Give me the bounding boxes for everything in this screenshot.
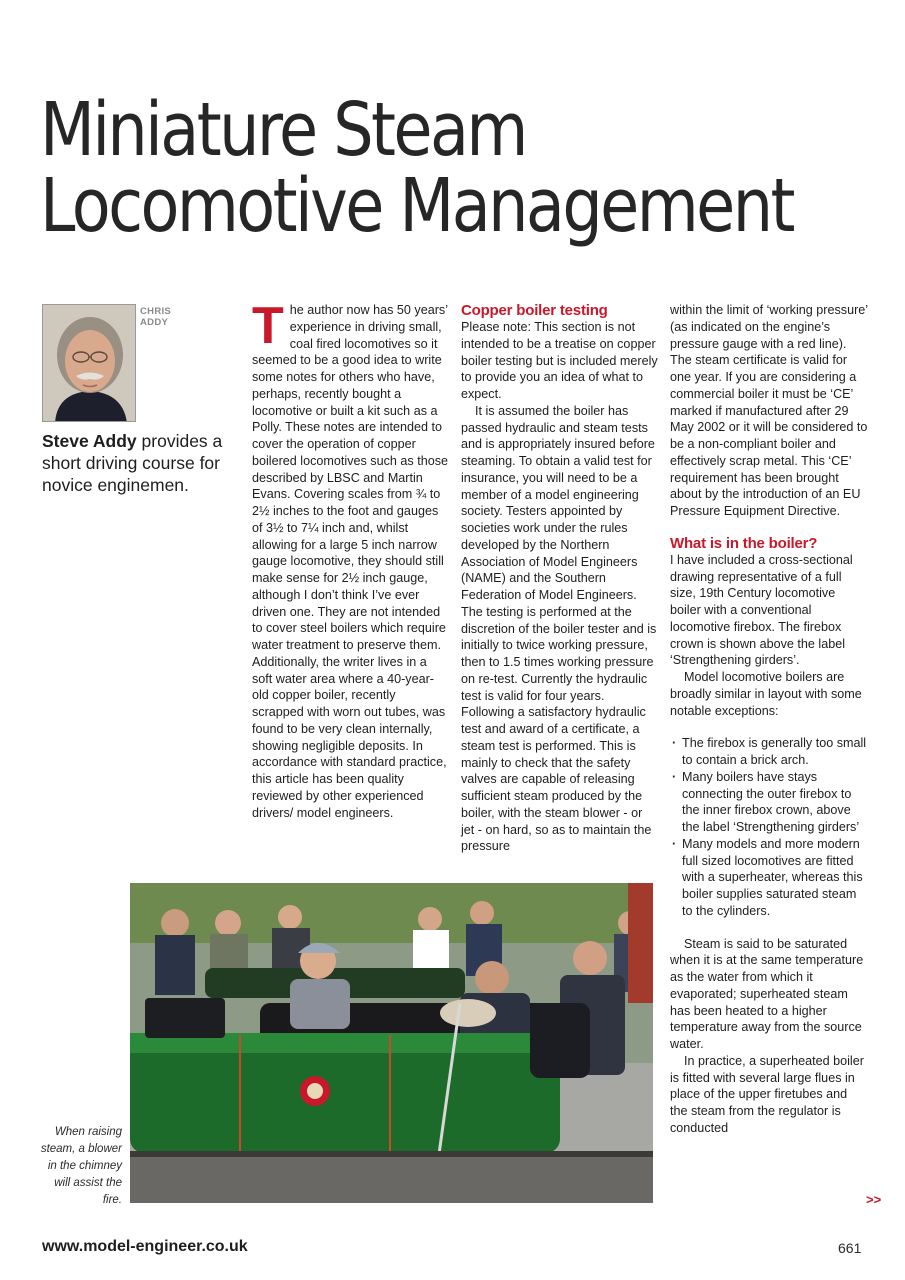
paragraph: In practice, a superheated boiler is fitted with several large flues in place of the upper firetubes and the steam from the regulator is conducted [670, 1053, 864, 1135]
paragraph: I have included a cross-sectional drawing representative of a full size, 19th Century locomotive boiler with a conventional locomotive firebox. The firebox crown is shown above the label ‘Strengthening girders’. [670, 552, 853, 668]
strap-text: provides a short driving course for novice enginemen. [42, 431, 223, 495]
paragraph: within the limit of ‘working pressure’ (as indicated on the engine’s pressure gauge with a red line). The steam certificate is valid for one year. If you are considering a commercial boiler it must be ‘CE’ marked if manufactured after 29 May 2002 or it will be considered to be a non-compliant boiler and effectively scrap metal. This ‘CE’ requirement has been brought about by the introduction of an EU Pressure Equipment Directive. [670, 303, 868, 518]
photo-credit [140, 306, 200, 328]
section-heading-boiler-contents: What is in the boiler? [670, 534, 818, 552]
paragraph: Steam is said to be saturated when it is at the same temperature as the water from which it evaporated; superheated steam has been heated to a higher temperature away from the source water. [670, 936, 864, 1051]
column-3 [670, 302, 868, 1137]
article-title [40, 87, 793, 249]
author-last-name: ADDY [140, 317, 169, 328]
column-2 [461, 302, 659, 855]
title-line-1: Miniature Steam [40, 87, 526, 173]
exceptions-list [670, 735, 868, 919]
footer-url[interactable]: www.model-engineer.co.uk [42, 1238, 248, 1255]
section-heading-copper-boiler: Copper boiler testing [461, 302, 608, 319]
paragraph: Please note: This section is not intended to be a treatise on copper boiler testing but is included merely to provide you an idea of what to expect. [461, 320, 658, 401]
intro-paragraph: he author now has 50 years’ experience in driving small, coal fired locomotives so it seemed to be a good idea to write some notes for others who have, perhaps, recently bought a locomotive or built a kit such as a Polly. These notes are intended to cover the operation of copper boilered locomotives such as those described by LBSC and Martin Evans. Covering scales from ¾ to 2½ inches to the foot and gauges of 3½ to 7¼ inch and, whilst allowing for a large 5 inch narrow gauge locomotive, they should still make sense for 2½ inch gauge, although I don’t think I’ve ever driven one. They are not intended to cover steel boilers which require water treatment to preserve them. Additionally, the writer lives in a soft water area where a 40-year-old copper boiler, recently scrapped with worn out tubes, was found to be very clean internally, showing negligible deposits. In accordance with standard practice, this article has been quality reviewed by other experienced drivers/ model engineers. [252, 303, 449, 820]
author-portrait [42, 304, 136, 422]
continue-marker: >> [866, 1192, 882, 1207]
page-number: 661 [838, 1240, 862, 1256]
list-item: · The firebox is generally too small to contain a brick arch. [670, 735, 868, 769]
strap-author: Steve Addy [42, 431, 137, 451]
photo-caption: When raising steam, a blower in the chimney will assist the fire. [40, 1126, 122, 1206]
dropcap: T [252, 297, 284, 355]
author-first-name: CHRIS [140, 306, 172, 317]
paragraph: It is assumed the boiler has passed hydraulic and steam tests and is appropriately insured before steaming. To obtain a valid test for insurance, you will need to be a member of a model engineering society. Testers appointed by societies work under the rules developed by the Northern Association of Model Engineers (NAME) and the Southern Federation of Model Engineers. The testing is performed at the discretion of the boiler tester and is initially to twice working pressure, then to 1.5 times working pressure on re-test. Currently the hydraulic test is valid for four years. Following a satisfactory hydraulic test and award of a certificate, a steam test is performed. This is mainly to check that the safety valves are capable of releasing sufficient steam produced by the boiler, with the steam blower - or jet - on hard, so as to maintain the pressure [461, 403, 657, 854]
title-line-2: Locomotive Management [40, 163, 793, 249]
paragraph: Model locomotive boilers are broadly similar in layout with some notable exceptions: [670, 670, 862, 718]
column-1 [252, 297, 450, 821]
list-item: · Many boilers have stays connecting the outer firebox to the inner firebox crown, above the label ‘Strengthening girders’ [670, 769, 868, 836]
locomotive-photo [130, 883, 653, 1203]
list-item: · Many models and more modern full sized locomotives are fitted with a superheater, whereas this boiler supplies saturated steam to the cylinders. [670, 836, 868, 920]
article-strapline [42, 430, 232, 496]
